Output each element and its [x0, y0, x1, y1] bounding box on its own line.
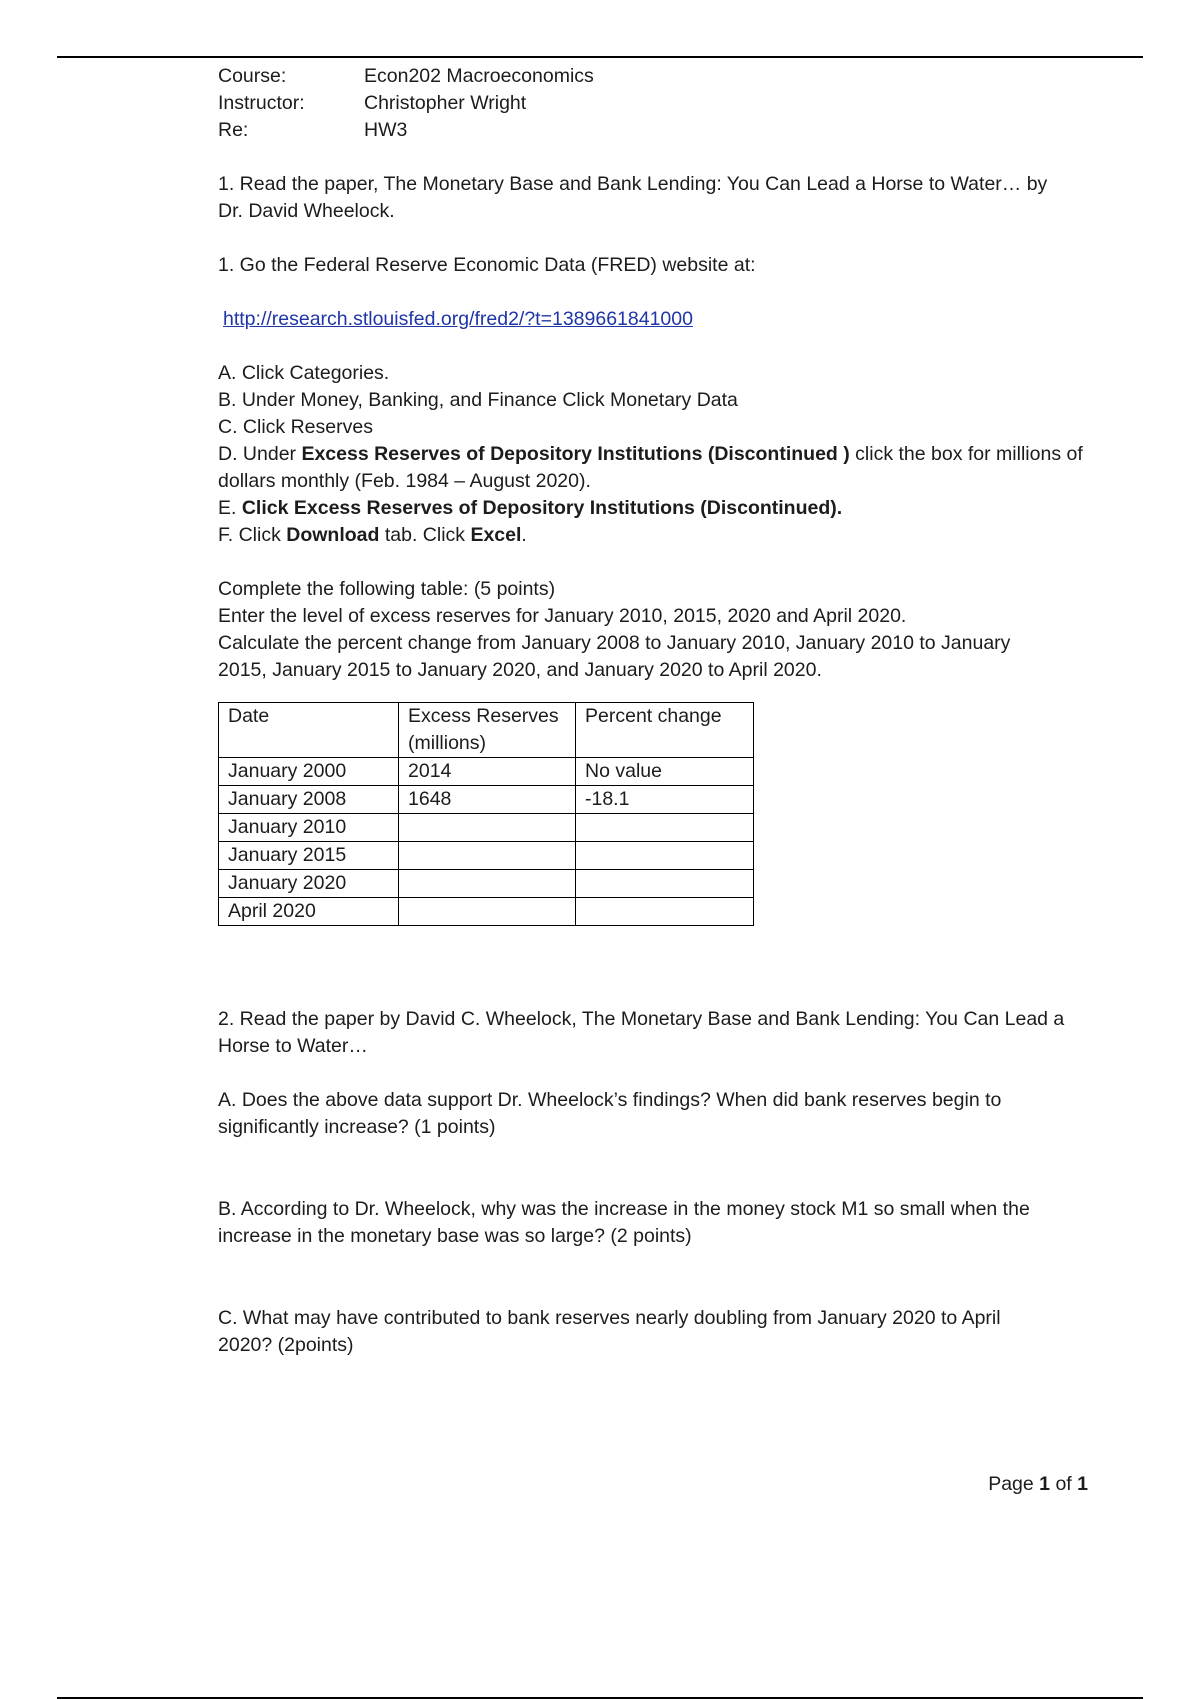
question-2a: A. Does the above data support Dr. Wheelock’s findings? When did bank reserves begin to significantly increase? (1 points) [218, 1089, 1002, 1138]
fred-link[interactable]: http://research.stlouisfed.org/fred2/?t=1389661841000 [223, 308, 693, 330]
instructor-value: Christopher Wright [364, 92, 527, 114]
table-row [219, 898, 754, 926]
top-rule [57, 56, 1143, 58]
table-cell-empty[interactable] [576, 842, 754, 870]
table-cell: -18.1 [576, 786, 754, 814]
table-cell: January 2000 [219, 758, 399, 786]
table-cell: April 2020 [219, 898, 399, 926]
header-block [218, 63, 1098, 144]
table-cell-empty[interactable] [576, 898, 754, 926]
question-2b: B. According to Dr. Wheelock, why was the increase in the money stock M1 so small when the increase in the monetary base was so large? (2 points) [218, 1198, 1030, 1247]
step-b: B. Under Money, Banking, and Finance Click Monetary Data [218, 389, 738, 411]
bottom-rule [57, 1697, 1143, 1699]
intro-item-1b: 1. Go the Federal Reserve Economic Data (FRED) website at: [218, 254, 756, 276]
table-row [219, 870, 754, 898]
table-cell: January 2020 [219, 870, 399, 898]
document-body [218, 63, 1098, 1359]
table-header-row [219, 703, 754, 758]
table-cell-empty[interactable] [399, 814, 576, 842]
table-cell-empty[interactable] [399, 870, 576, 898]
table-header-cell: Percent change [576, 703, 754, 758]
course-value: Econ202 Macroeconomics [364, 65, 594, 87]
table-row [219, 758, 754, 786]
step-e: E. Click Excess Reserves of Depository Institutions (Discontinued). [218, 497, 843, 519]
table-cell: 1648 [399, 786, 576, 814]
page-number: Page 1 of 1 [988, 1473, 1088, 1495]
table-cell-empty[interactable] [576, 870, 754, 898]
re-value: HW3 [364, 119, 408, 141]
question-2: 2. Read the paper by David C. Wheelock, The Monetary Base and Bank Lending: You Can Lead a Horse to Water… [218, 1008, 1065, 1057]
step-d: D. Under Excess Reserves of Depository Institutions (Discontinued ) click the box for millions of dollars monthly (Feb. 1984 – August 2020). [218, 443, 1083, 492]
table-cell-empty[interactable] [576, 814, 754, 842]
table-header-cell: Date [219, 703, 399, 758]
intro-item-1: 1. Read the paper, The Monetary Base and Bank Lending: You Can Lead a Horse to Water… by Dr. David Wheelock. [218, 173, 1048, 222]
table-cell: January 2008 [219, 786, 399, 814]
table-header-cell: Excess Reserves (millions) [399, 703, 576, 758]
question-2c: C. What may have contributed to bank reserves nearly doubling from January 2020 to April 2020? (2points) [218, 1307, 1001, 1356]
task-line-3: Calculate the percent change from January 2008 to January 2010, January 2010 to January 2015, January 2015 to January 2020, and January 2020 to April 2020. [218, 632, 1011, 681]
step-a: A. Click Categories. [218, 362, 390, 384]
task-line-2: Enter the level of excess reserves for January 2010, 2015, 2020 and April 2020. [218, 605, 907, 627]
step-c: C. Click Reserves [218, 416, 373, 438]
table-row [219, 814, 754, 842]
re-label: Re: [218, 119, 249, 141]
step-f: F. Click Download tab. Click Excel. [218, 524, 527, 546]
table-row [219, 786, 754, 814]
table-row [219, 842, 754, 870]
table-cell-empty[interactable] [399, 898, 576, 926]
task-line-1: Complete the following table: (5 points) [218, 578, 556, 600]
reserves-table [218, 702, 754, 926]
table-cell: January 2015 [219, 842, 399, 870]
instructor-label: Instructor: [218, 92, 305, 114]
table-cell: January 2010 [219, 814, 399, 842]
course-label: Course: [218, 65, 287, 87]
table-cell-empty[interactable] [399, 842, 576, 870]
table-cell: 2014 [399, 758, 576, 786]
table-cell: No value [576, 758, 754, 786]
